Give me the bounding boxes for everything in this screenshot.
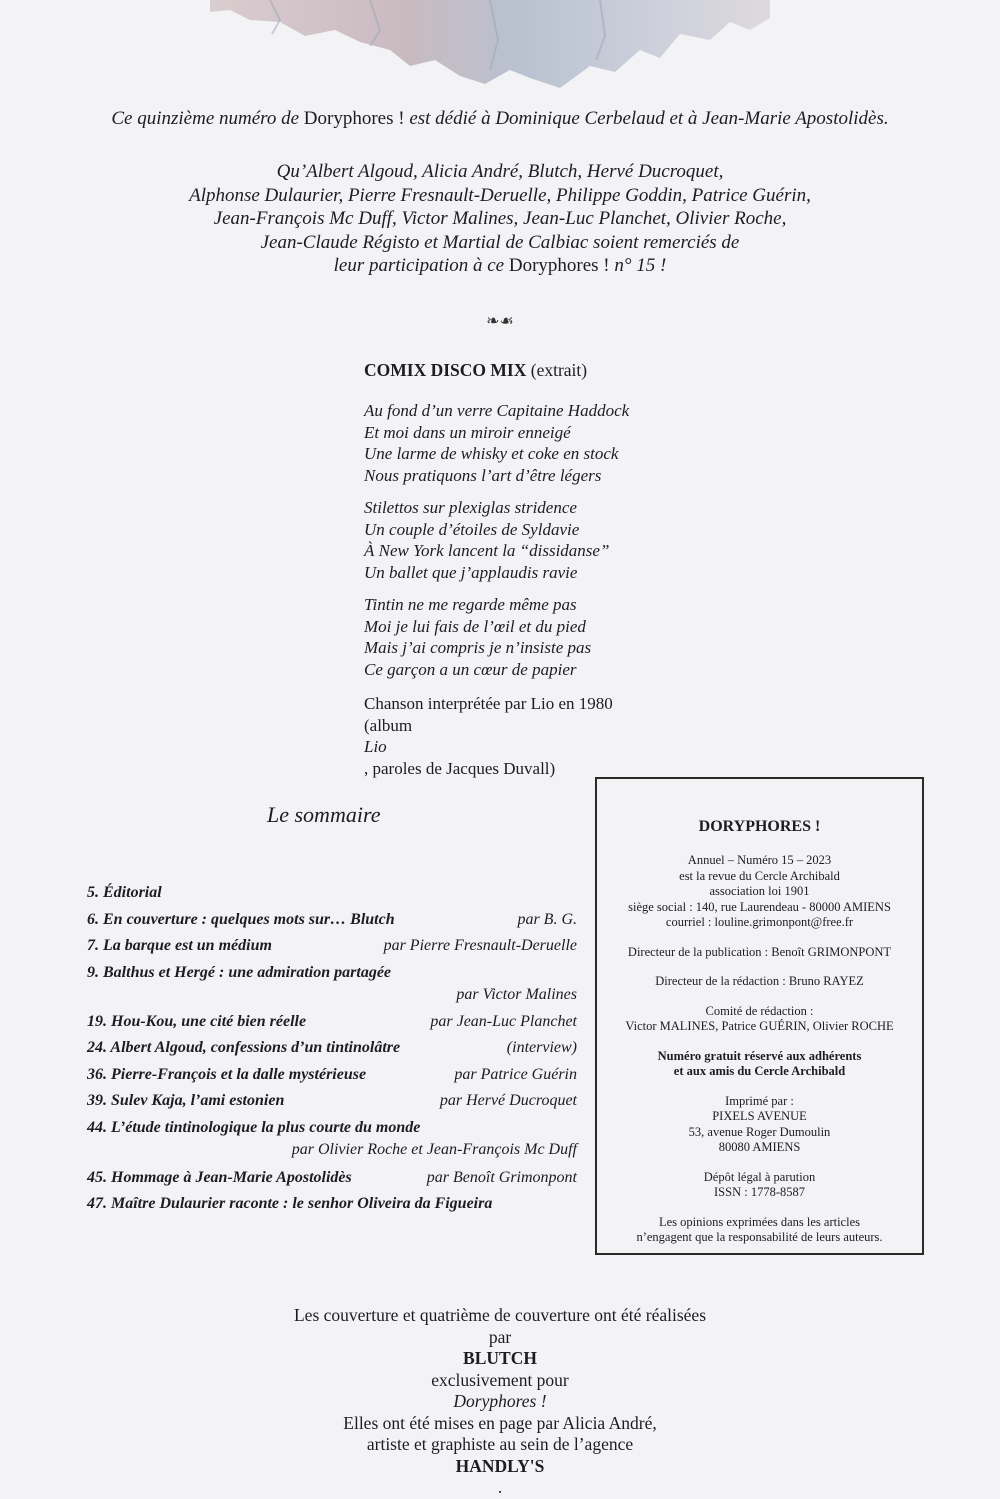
toc-entry: 9. Balthus et Hergé : une admiration partagée [87, 963, 392, 981]
toc-item[interactable] [87, 1035, 577, 1062]
toc-item[interactable] [87, 1191, 577, 1218]
ornament-divider: ❧☙ [486, 313, 514, 330]
printer-line: Imprimé par : [725, 1093, 794, 1108]
toc-author: (interview) [506, 1039, 577, 1056]
footer-agency-tail: . [497, 1477, 503, 1497]
toc-entry: 19. Hou-Kou, une cité bien réelle [87, 1012, 307, 1030]
masthead-title: DORYPHORES ! [698, 818, 821, 835]
footer-lead: par [488, 1326, 512, 1347]
info-line: association loi 1901 [709, 884, 810, 898]
lyric-line: Stilettos sur plexiglas stridence [364, 498, 577, 517]
toc-item[interactable] [87, 1165, 577, 1192]
disclaimer-line: n’engagent que la responsabilité de leurs auteurs. [636, 1230, 883, 1244]
printer-line: 53, avenue Roger Dumoulin [688, 1124, 831, 1139]
disclaimer-line: Les opinions exprimées dans les articles [659, 1214, 860, 1229]
song-stanza [364, 594, 591, 680]
thanks-last-tail: n° 15 ! [609, 255, 667, 276]
toc-entry: 5. Éditorial [87, 884, 162, 901]
toc-entry: 44. L’étude tintinologique la plus courte du monde [87, 1118, 421, 1136]
thanks-line: Jean-Claude Régisto et Martial de Calbiac soient remerciés de [260, 231, 740, 253]
credit-album: Lio [364, 737, 387, 756]
table-of-contents [87, 880, 577, 1218]
credit-line [364, 715, 613, 780]
committee-members: Victor MALINES, Patrice GUÉRIN, Olivier ROCHE [625, 1019, 894, 1033]
toc-item[interactable] [87, 907, 577, 934]
legal-info [597, 1170, 922, 1201]
thanks-line: Qu’Albert Algoud, Alicia André, Blutch, Hervé Ducroquet, [276, 161, 724, 182]
lyric-line: Nous pratiquons l’art d’être légers [364, 465, 602, 485]
email-link[interactable]: courriel : louline.grimonpont@free.fr [665, 915, 854, 929]
printer-line: PIXELS AVENUE [712, 1109, 807, 1123]
lyric-line: À New York lancent la “dissidanse” [364, 541, 610, 560]
masthead-box [595, 777, 924, 1255]
cover-credits [0, 1305, 1000, 1499]
agency-name: HANDLY'S [455, 1455, 545, 1476]
lyric-line: Un couple d’étoiles de Syldavie [364, 519, 580, 539]
credit-album-tail: , paroles de Jacques Duvall) [364, 758, 556, 778]
toc-author: par B. G. [517, 910, 577, 928]
legal-line: Dépôt légal à parution [703, 1169, 816, 1184]
lyric-line: Une larme de whisky et coke en stock [364, 444, 619, 463]
toc-item[interactable] [87, 933, 577, 960]
printer-line: 80080 AMIENS [718, 1140, 801, 1154]
lyric-line: Un ballet que j’applaudis ravie [364, 562, 578, 582]
acknowledgements [130, 160, 870, 278]
footer-agency-lead: artiste et graphiste au sein de l’agence [366, 1434, 634, 1454]
footer-line [0, 1327, 1000, 1413]
disclaimer [597, 1215, 922, 1246]
song-stanza [364, 497, 609, 583]
thanks-line: Alphonse Dulaurier, Pierre Fresnault-Deruelle, Philippe Goddin, Patrice Guérin, [189, 184, 811, 206]
song-title-text: COMIX DISCO MIX [364, 360, 527, 380]
info-line: Annuel – Numéro 15 – 2023 [687, 853, 832, 867]
thanks-last-magazine: Doryphores ! [508, 255, 610, 276]
legal-line: ISSN : 1778-8587 [714, 1185, 805, 1199]
lyric-line: Tintin ne me regarde même pas [364, 595, 577, 614]
toc-author: par Benoît Grimonpont [426, 1168, 577, 1186]
toc-entry: 6. En couverture : quelques mots sur… Blutch [87, 910, 395, 928]
toc-author: par Jean-Luc Planchet [430, 1012, 577, 1030]
free-issue-line: Numéro gratuit réservé aux adhérents [657, 1048, 862, 1063]
toc-author: par Hervé Ducroquet [439, 1092, 577, 1109]
lyric-line: Ce garçon a un cœur de papier [364, 659, 577, 679]
song-stanza [364, 400, 629, 486]
footer-line: Elles ont été mises en page par Alicia André, [343, 1412, 657, 1433]
footer-mid: exclusivement pour [431, 1369, 569, 1390]
publication-director: Directeur de la publication : Benoît GRIMONPONT [627, 944, 892, 959]
thanks-last-lead: leur participation à ce [333, 255, 509, 276]
committee-label: Comité de rédaction : [705, 1003, 814, 1018]
credit-line: Chanson interprétée par Lio en 1980 [364, 694, 613, 713]
toc-author: par Victor Malines [456, 985, 577, 1003]
info-line: est la revue du Cercle Archibald [679, 868, 840, 883]
lyric-line: Au fond d’un verre Capitaine Haddock [364, 401, 630, 420]
footer-line: Les couverture et quatrième de couverture ont été réalisées [293, 1305, 707, 1325]
cover-watercolor-art [210, 0, 770, 95]
toc-item[interactable] [87, 1088, 577, 1115]
toc-entry: 45. Hommage à Jean-Marie Apostolidès [87, 1168, 352, 1186]
dedication-lead: Ce quinzième numéro de [111, 108, 304, 129]
free-issue-note [597, 1049, 922, 1080]
footer-line [0, 1434, 1000, 1499]
artist-name: BLUTCH [463, 1348, 537, 1368]
editorial-committee [597, 1004, 922, 1035]
masthead-info [597, 853, 922, 931]
thanks-line-last [130, 254, 870, 278]
info-line: siège social : 140, rue Laurendeau - 80000 AMIENS [628, 899, 891, 914]
toc-item[interactable] [87, 880, 577, 907]
magazine-name: Doryphores ! [453, 1391, 547, 1411]
lyric-line: Mais j’ai compris je n’insiste pas [364, 638, 592, 657]
song-title [364, 360, 587, 381]
dedication-magazine: Doryphores ! [303, 108, 405, 129]
toc-item[interactable] [87, 1009, 577, 1036]
toc-entry: 7. La barque est un médium [87, 937, 272, 954]
song-subtitle: (extrait) [530, 360, 588, 380]
toc-item[interactable] [87, 960, 577, 1009]
toc-entry: 24. Albert Algoud, confessions d’un tintinolâtre [87, 1039, 401, 1056]
toc-item[interactable] [87, 1115, 577, 1165]
lyric-line: Et moi dans un miroir enneigé [364, 422, 571, 442]
toc-title: Le sommaire [267, 802, 381, 827]
dedication [0, 108, 1000, 130]
printer-info [597, 1094, 922, 1156]
lyric-line: Moi je lui fais de l’œil et du pied [364, 616, 586, 636]
toc-author: par Olivier Roche et Jean-François Mc Duff [291, 1140, 577, 1158]
free-issue-line: et aux amis du Cercle Archibald [673, 1064, 846, 1078]
credit-album-lead: (album [364, 715, 413, 735]
editorial-director: Directeur de la rédaction : Bruno RAYEZ [655, 974, 864, 988]
toc-author: par Pierre Fresnault-Deruelle [383, 937, 577, 954]
toc-entry: 47. Maître Dulaurier raconte : le senhor Oliveira da Figueira [87, 1195, 493, 1212]
song-credit [364, 693, 613, 779]
toc-author: par Patrice Guérin [454, 1065, 577, 1083]
toc-entry: 36. Pierre-François et la dalle mystérieuse [87, 1065, 367, 1083]
thanks-line: Jean-François Mc Duff, Victor Malines, Jean-Luc Planchet, Olivier Roche, [213, 208, 787, 229]
toc-entry: 39. Sulev Kaja, l’ami estonien [87, 1092, 285, 1109]
toc-item[interactable] [87, 1062, 577, 1089]
dedication-tail: est dédié à Dominique Cerbelaud et à Jean-Marie Apostolidès. [404, 108, 889, 129]
